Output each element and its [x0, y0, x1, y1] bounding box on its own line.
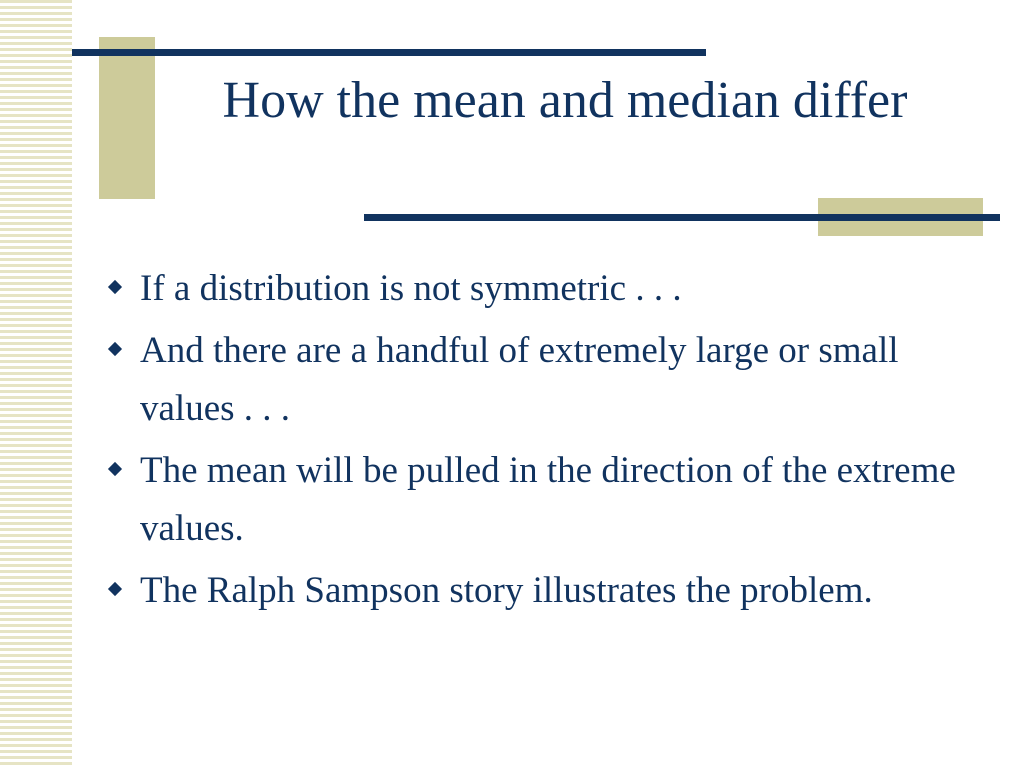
accent-block-top [99, 37, 155, 199]
decorative-stripe-band [0, 0, 72, 768]
diamond-bullet-icon [108, 582, 122, 596]
title-rule-top [72, 49, 706, 56]
bullet-item [108, 562, 988, 620]
bullet-item [108, 442, 988, 558]
diamond-bullet-icon [108, 342, 122, 356]
bullet-item [108, 260, 988, 318]
diamond-bullet-icon [108, 280, 122, 294]
bullet-text: If a distribution is not symmetric . . . [140, 268, 682, 309]
bullet-text: And there are a handful of extremely large or small values . . . [140, 330, 899, 429]
bullet-list [108, 260, 988, 624]
bullet-text: The mean will be pulled in the direction of the extreme values. [140, 450, 956, 549]
diamond-bullet-icon [108, 462, 122, 476]
title-rule-bottom [364, 214, 1000, 221]
bullet-text: The Ralph Sampson story illustrates the problem. [140, 570, 873, 611]
bullet-item [108, 322, 988, 438]
slide-title: How the mean and median differ [222, 72, 908, 129]
